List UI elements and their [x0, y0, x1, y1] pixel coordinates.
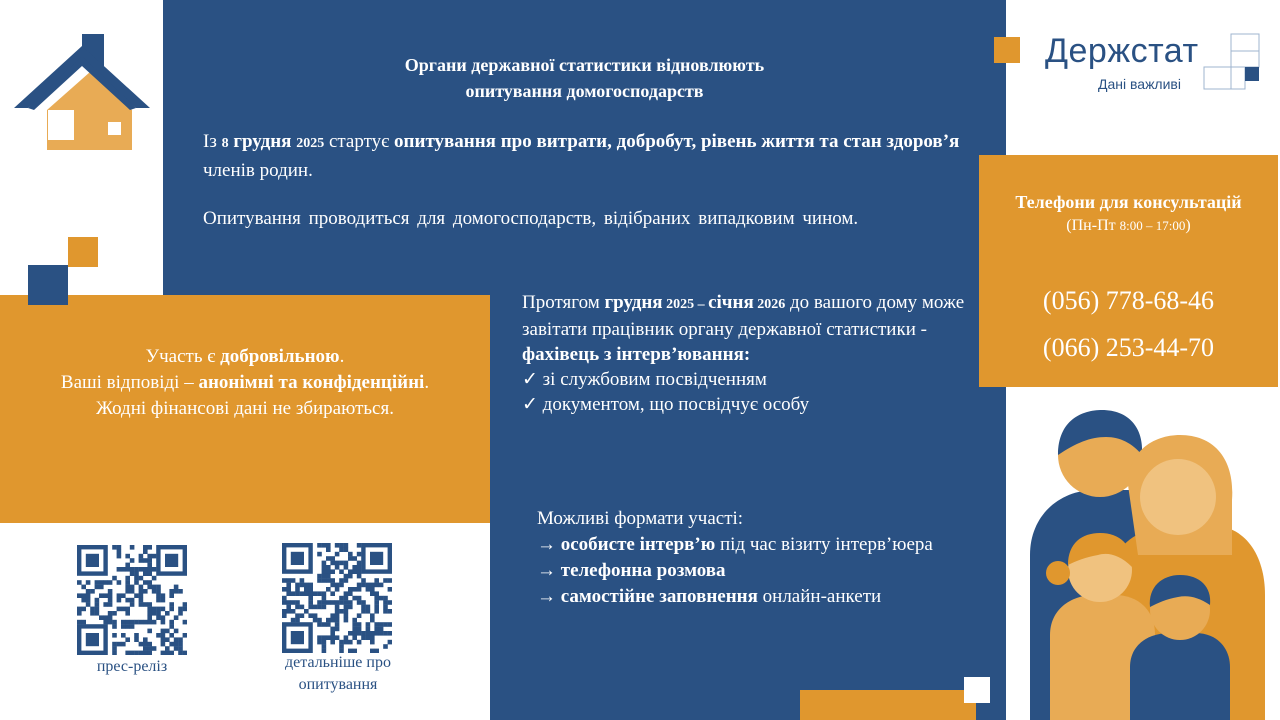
bottom-white-square: [964, 677, 990, 703]
check-item-id: ✓ зі службовим посвідченням: [522, 369, 767, 390]
house-icon: [12, 32, 152, 152]
intro-survey-topic: опитування про витрати, добробут, рівень життя та стан здоров: [394, 131, 943, 152]
participation-voluntary: добровільною: [220, 346, 340, 367]
phones-hours: 8:00 – 17:00: [1119, 218, 1186, 233]
participation-text: [0, 344, 490, 422]
format-item-interview: [537, 532, 977, 558]
participation-anonymous: анонімні та конфіденційні: [198, 372, 425, 393]
logo-tagline: Дані важливі: [1098, 76, 1181, 92]
deco-square-orange: [68, 237, 98, 267]
visit-december: грудня: [604, 292, 663, 313]
visit-year-1: 2025: [662, 297, 695, 312]
visit-paragraph: [522, 290, 967, 417]
arrow-icon: →: [537, 534, 556, 555]
participation-period-2: .: [424, 372, 430, 393]
family-illustration: [1020, 405, 1280, 720]
visit-role: фахівець з інтерв: [522, 344, 672, 365]
intro-text: Із: [203, 131, 222, 152]
participation-line-2: Ваші відповіді –: [60, 372, 199, 393]
arrow-icon: →: [537, 560, 556, 581]
logo-name: Держстат: [1045, 32, 1199, 70]
title-line-2: опитування домогосподарств: [465, 81, 704, 101]
intro-date-num: 8: [221, 136, 229, 151]
format-online-label: самостійне заповнення: [560, 586, 758, 607]
visit-year-2: 2026: [753, 297, 786, 312]
formats-heading: Можливі формати участі:: [537, 508, 744, 529]
phones-heading: [979, 190, 1278, 238]
visit-colon: :: [743, 344, 751, 365]
phones-title: Телефони для консультацій: [1015, 192, 1242, 212]
visit-apostrophe: ’: [671, 344, 678, 365]
bottom-orange-block: [800, 690, 976, 720]
format-interview-detail: під час візиту інтерв’юера: [715, 534, 933, 555]
format-item-online: [537, 584, 977, 610]
arrow-icon: →: [537, 586, 556, 607]
qr-white-area: [0, 523, 490, 720]
intro-text-3: членів родин.: [203, 160, 313, 181]
qr-code-press-release[interactable]: [77, 545, 187, 655]
logo-grid-icon: [1203, 33, 1261, 90]
qr-caption-press: прес-реліз: [96, 658, 168, 675]
phone-number-1[interactable]: (056) 778-68-46: [1042, 286, 1215, 315]
intro-text-2: стартує: [324, 131, 395, 152]
formats-paragraph: [537, 506, 977, 610]
phone-number-2[interactable]: (066) 253-44-70: [1042, 333, 1215, 362]
participation-line-3: Жодні фінансові дані не збираються.: [96, 398, 394, 419]
qr-code-survey-details[interactable]: [282, 543, 392, 653]
title-line-1: Органи державної статистики відновлюють: [404, 55, 765, 75]
qr-caption-details: детальніше про опитування: [285, 654, 391, 693]
visit-role-end: ювання: [677, 344, 744, 365]
intro-survey-topic-end: я: [949, 131, 960, 152]
deco-square-navy: [28, 265, 68, 305]
format-online-detail: онлайн-анкети: [757, 586, 882, 607]
participation-period: .: [339, 346, 345, 367]
check-item-document: ✓ документом, що посвідчує особу: [522, 394, 810, 415]
visit-january: січня: [708, 292, 754, 313]
phones-hours-suffix: ): [1185, 217, 1191, 234]
format-phone-label: телефонна розмова: [560, 560, 726, 581]
visit-text: Протягом: [522, 292, 605, 313]
page-title: [163, 52, 1006, 104]
participation-line-1: Участь є: [145, 346, 221, 367]
intro-apostrophe: ’: [942, 131, 950, 152]
visit-text-2: до вашого дому може завітати працівник органу державної статистики -: [522, 292, 965, 340]
intro-year: 2025: [296, 136, 325, 151]
intro-date-month: грудня: [228, 131, 297, 152]
visit-dash: –: [694, 297, 709, 312]
intro-paragraph: [203, 128, 973, 184]
sample-paragraph: Опитування проводиться для домогосподарств, відібраних випадковим чином.: [203, 208, 859, 229]
format-interview-label: особисте інтерв’ю: [560, 534, 716, 555]
phones-hours-prefix: (Пн-Пт: [1066, 217, 1120, 234]
format-item-phone: [537, 558, 977, 584]
